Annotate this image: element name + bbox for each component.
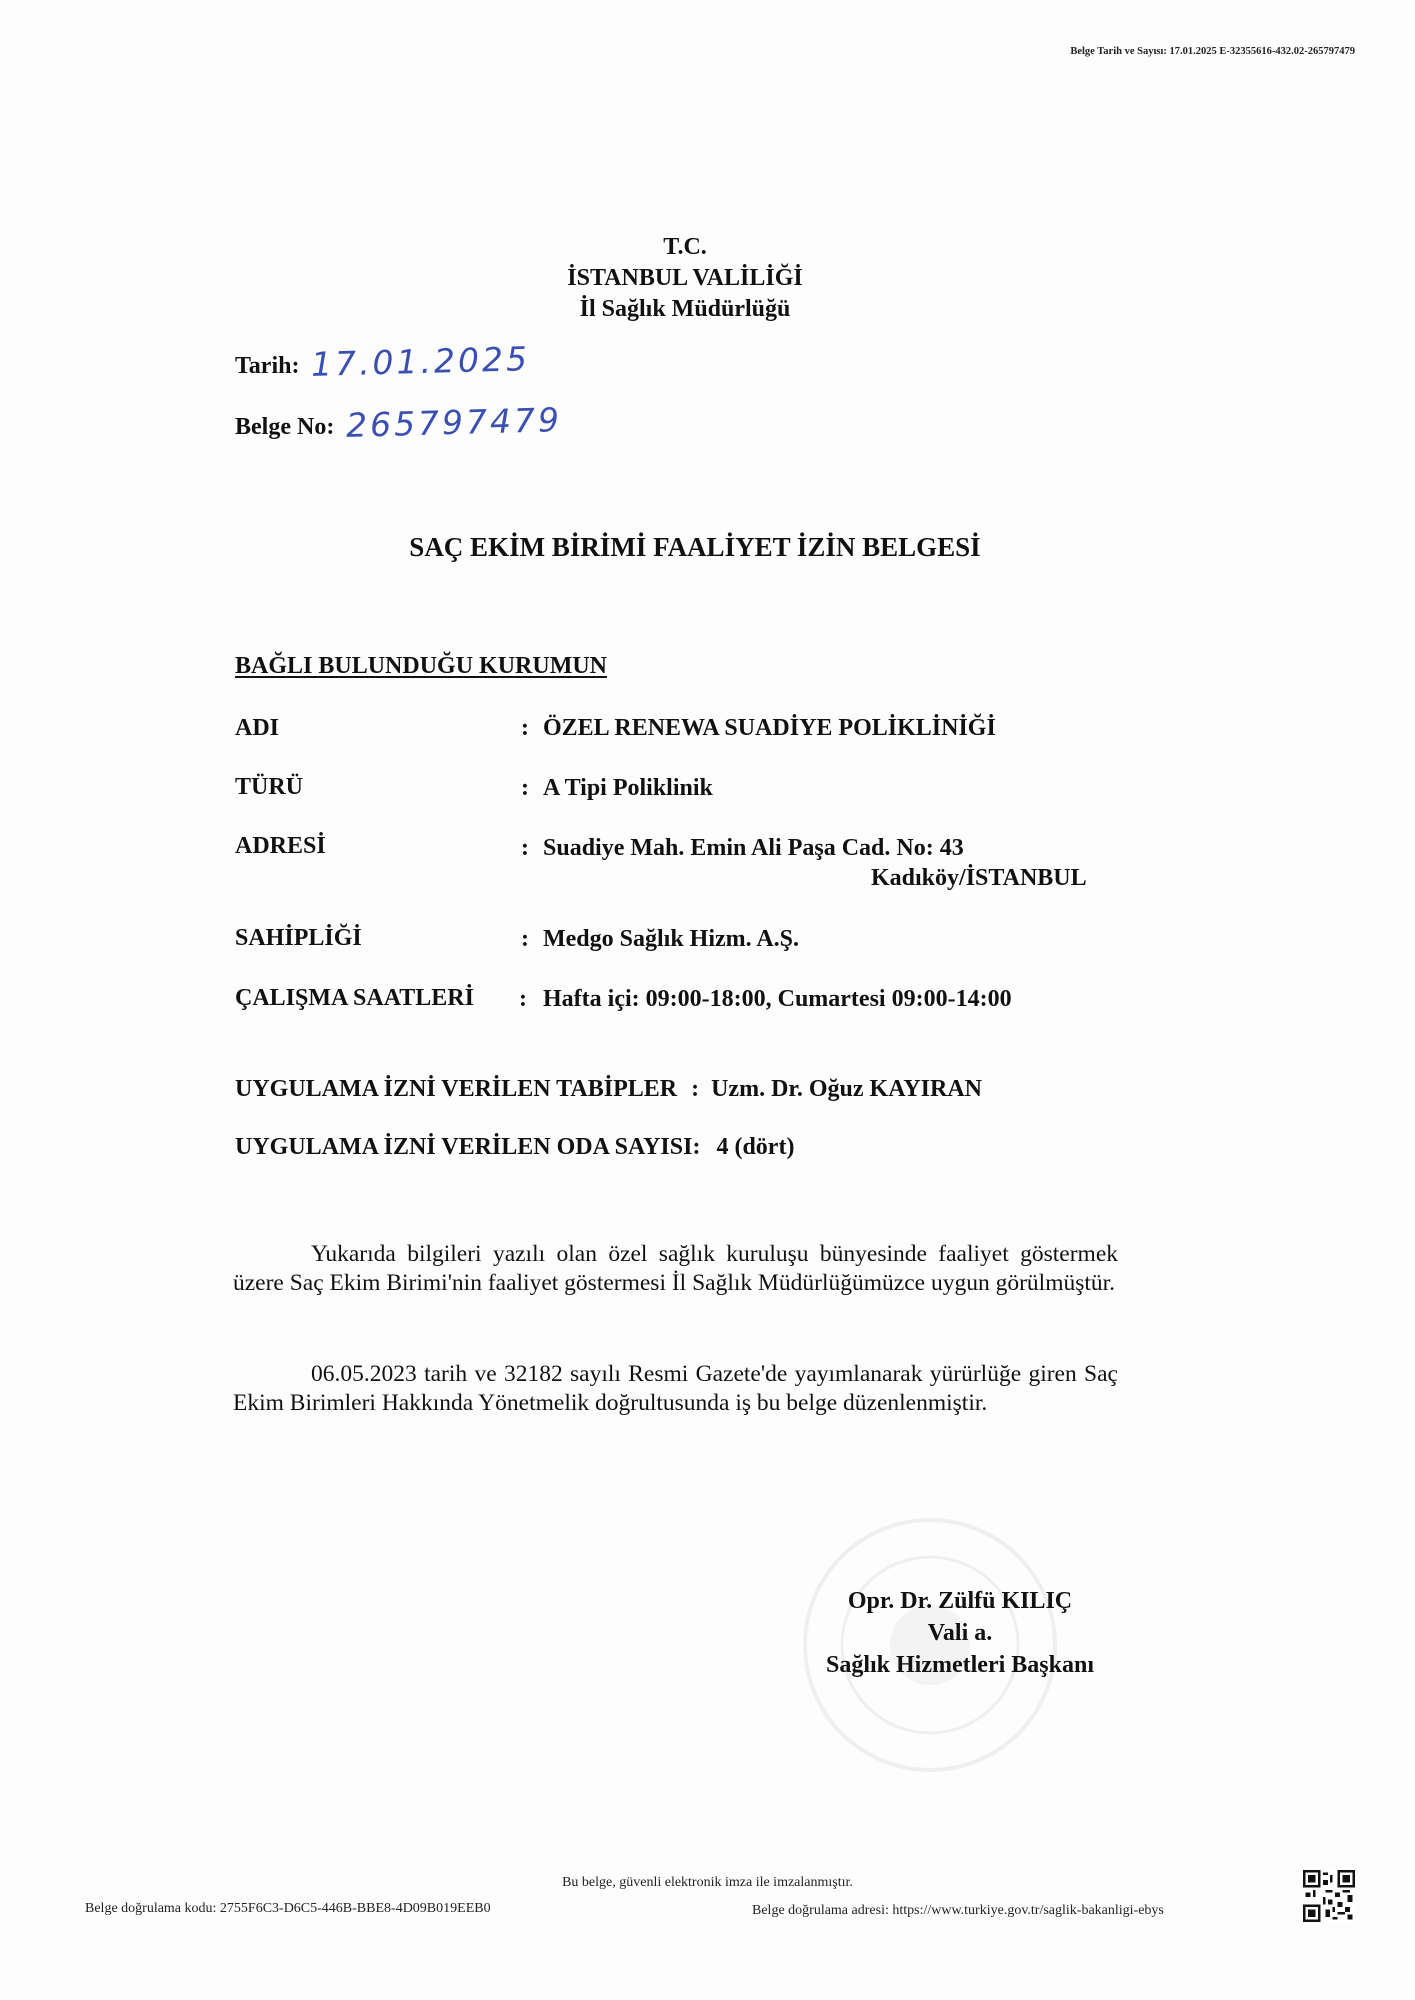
field-label-type: TÜRÜ	[235, 774, 304, 800]
rooms-value: 4 (dört)	[716, 1134, 795, 1160]
field-value-address-city: Kadıköy/İSTANBUL	[871, 865, 1087, 891]
qr-code-icon	[1303, 1870, 1355, 1922]
rooms-label: UYGULAMA İZNİ VERİLEN ODA SAYISI:	[235, 1134, 701, 1160]
issuing-authority-header	[0, 232, 1370, 325]
date-label: Tarih:	[235, 353, 300, 379]
field-separator: :	[521, 775, 529, 801]
document-title: SAÇ EKİM BİRİMİ FAALİYET İZİN BELGESİ	[409, 532, 981, 562]
rooms-row	[235, 1134, 794, 1161]
field-label-working-hours: ÇALIŞMA SAATLERİ	[235, 985, 474, 1011]
signatory-title: Sağlık Hizmetleri Başkanı	[825, 1652, 1094, 1678]
field-value-ownership: Medgo Sağlık Hizm. A.Ş.	[543, 926, 800, 952]
practitioners-separator: :	[691, 1076, 700, 1102]
field-label-ownership: SAHİPLİĞİ	[235, 925, 362, 951]
document-number-handwritten: 265797479	[345, 400, 563, 445]
field-value-address: Suadiye Mah. Emin Ali Paşa Cad. No: 43	[543, 835, 964, 861]
section-heading: BAĞLI BULUNDUĞU KURUMUN	[235, 653, 608, 679]
document-reference: Belge Tarih ve Sayısı: 17.01.2025 E-32355616-432.02-265797479	[1070, 46, 1355, 57]
signature-block	[760, 1585, 1160, 1681]
date-value-handwritten: 17.01.2025	[310, 339, 531, 384]
header-line-tc: T.C.	[663, 234, 707, 260]
field-separator: :	[519, 986, 527, 1012]
practitioners-label: UYGULAMA İZNİ VERİLEN TABİPLER	[235, 1076, 678, 1102]
field-separator: :	[521, 835, 529, 861]
signatory-capacity: Vali a.	[927, 1620, 993, 1646]
field-value-name: ÖZEL RENEWA SUADİYE POLİKLİNİĞİ	[543, 715, 996, 741]
field-value-working-hours: Hafta içi: 09:00-18:00, Cumartesi 09:00-14:00	[543, 986, 1012, 1012]
verification-code: Belge doğrulama kodu: 2755F6C3-D6C5-446B-BBE8-4D09B019EEB0	[85, 1901, 491, 1916]
field-value-type: A Tipi Poliklinik	[543, 775, 713, 801]
body-paragraph-approval: Yukarıda bilgileri yazılı olan özel sağlık kuruluşu bünyesinde faaliyet göstermek üzere Saç Ekim Birimi'nin faaliyet göstermesi İl Sağlık Müdürlüğümüzce uygun görülmüştür.	[233, 1241, 1118, 1296]
practitioners-value: Uzm. Dr. Oğuz KAYIRAN	[711, 1076, 982, 1102]
header-line-governorship: İSTANBUL VALİLİĞİ	[567, 265, 803, 291]
verification-address: Belge doğrulama adresi: https://www.turkiye.gov.tr/saglik-bakanligi-ebys	[752, 1903, 1164, 1918]
header-line-directorate: İl Sağlık Müdürlüğü	[579, 296, 791, 322]
field-separator: :	[521, 926, 529, 952]
date-row	[235, 339, 531, 384]
practitioners-row	[235, 1076, 982, 1103]
body-paragraph-regulation: 06.05.2023 tarih ve 32182 sayılı Resmi Gazete'de yayımlanarak yürürlüğe giren Saç Ekim Birimleri Hakkında Yönetmelik doğrultusunda iş bu belge düzenlenmiştir.	[233, 1361, 1118, 1416]
field-separator: :	[521, 715, 529, 741]
signatory-name: Opr. Dr. Zülfü KILIÇ	[847, 1588, 1073, 1614]
e-signature-note: Bu belge, güvenli elektronik imza ile imzalanmıştır.	[562, 1875, 853, 1890]
document-number-label: Belge No:	[235, 414, 335, 440]
field-label-address: ADRESİ	[235, 833, 326, 859]
document-number-row	[235, 400, 563, 445]
field-label-name: ADI	[235, 715, 280, 741]
